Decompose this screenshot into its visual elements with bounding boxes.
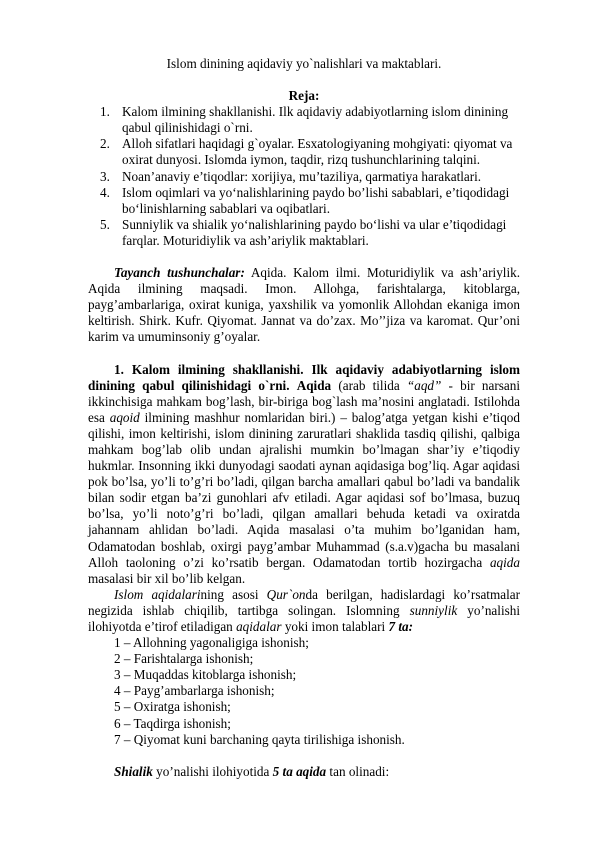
key-concepts-paragraph: Tayanch tushunchalar: Aqida. Kalom ilmi. Moturidiylik va ash’ariylik. Aqida ilmining maqsadi. Imon. Allohga, farishtalarga, kitoblarga, payg’ambarlariga, oxirat kuniga, yaxshilik va yomonlik Allohdan ekaniga imon keltirish. Shirk. Kufr. Qiyomat. Jannat va do’zax. Mo’’jiza va karomat. Qur’oni karim va umuminsoniy g’oyalar. [88, 265, 521, 345]
plan-list [88, 104, 520, 249]
list-item: 1 – Allohning yagonaligiga ishonish; [114, 635, 309, 651]
list-item: 4 – Payg’ambarlarga ishonish; [114, 683, 275, 699]
key-concepts-label: Tayanch tushunchalar: [114, 265, 245, 281]
list-item: 2 – Farishtalarga ishonish; [114, 651, 254, 667]
list-item: 7 – Qiyomat kuni barchaning qayta tirilishiga ishonish. [114, 731, 405, 747]
plan-item: 3. Noan’anaviy e’tiqodlar: xorijiya, mu’taziliya, qarmatiya harakatlari. [100, 168, 482, 184]
shia-paragraph: Shialik yo’nalishi ilohiyotida 5 ta aqida tan olinadi: [114, 763, 390, 779]
list-item: 3 – Muqaddas kitoblarga ishonish; [114, 667, 297, 683]
section1-paragraph: 1. Kalom ilmining shakllanishi. Ilk aqidaviy adabiyotlarning islom dinining qabul qilinishidagi o`rni. Aqida (arab tilida “aqd” - bir narsani ikkinchisiga mahkam bog’lash, bir-biriga bog`lash ma’nosini anglatadi. Istilohda esa aqoid ilmining mashhur nomlaridan biri.) – balog’atga yetgan kishi e’tiqod qilishi, imon keltirishi, islom dinining zaruratlari shaklida tasdiq qilishi, qalbiga mahkam bog’lab olib undan ajralishi mumkin bo’lmagan shar’iy e’tiqodiy hukmlar. Insonning ikki dunyodagi saodati aynan aqidasiga bog’liq. Agar aqidasi pok bo’lsa, yo’li to’g’ri bo’ladi, qilgan barcha amallari qabul bo’ladi va bandalik bilan sodir etgan ba’zi gunohlari afv etiladi. Agar aqidasi sof bo’lmasa, buzuq bo’lsa, yo’li noto’g’ri bo’ladi, qilgan amallari behuda ketadi va oxiratda jahannam ahlidan bo’ladi. Aqida masalasi o’ta muhim bo’lganidan ham, Odamatodan boshlab, oxirgi payg’ambar Muhammad (s.a.v)gacha bu masalani Alloh taoloning o’zi ko’rsatib bergan. Odamatodan tortib hozirgacha aqida masalasi bir xil bo’lib kelgan. [88, 361, 521, 586]
islam-aqidas-paragraph: Islom aqidalarining asosi Qur`onda berilgan, hadislardagi ko’rsatmalar negizida ishlab chiqilib, tartibga solingan. Islomning sunniylik yo’nalishi ilohiyotda e’tirof etiladigan aqidalar yoki imon talablari 7 ta: [88, 586, 520, 634]
document-page [88, 56, 520, 780]
plan-item: 1. Kalom ilmining shakllanishi. Ilk aqidaviy adabiyotlarning islom dinining qabul qilinishidagi o`rni. [100, 104, 509, 136]
section1-heading: 1. Kalom ilmining shakllanishi. Ilk aqidaviy adabiyotlarning islom dinining qabul qilinishidagi o`rni. [88, 361, 520, 393]
document-title: Islom dinining aqidaviy yo`nalishlari va maktablari. [166, 56, 442, 71]
list-item: 6 – Taqdirga ishonish; [114, 715, 231, 731]
plan-item: 2. Alloh sifatlari haqidagi g`oyalar. Esxatologiyaning mohgiyati: qiyomat va oxirat dunyosi. Islomda iymon, taqdir, rizq tushunchlarining talqini. [100, 136, 513, 168]
list-item: 5 – Oxiratga ishonish; [114, 699, 231, 715]
plan-item: 5. Sunniylik va shialik yo‘nalishlarining paydo bo‘lishi va ular e’tiqodidagi farqlar. Moturidiylik va ash’ariylik maktablari. [100, 216, 507, 248]
term-aqida: Aqida [296, 377, 332, 393]
plan-heading: Reja: [288, 88, 320, 104]
plan-item: 4. Islom oqimlari va yo‘nalishlarining paydo bo’lishi sabablari, e’tiqodidagi bo‘linishlarning sabablari va oqibatlari. [100, 184, 510, 216]
